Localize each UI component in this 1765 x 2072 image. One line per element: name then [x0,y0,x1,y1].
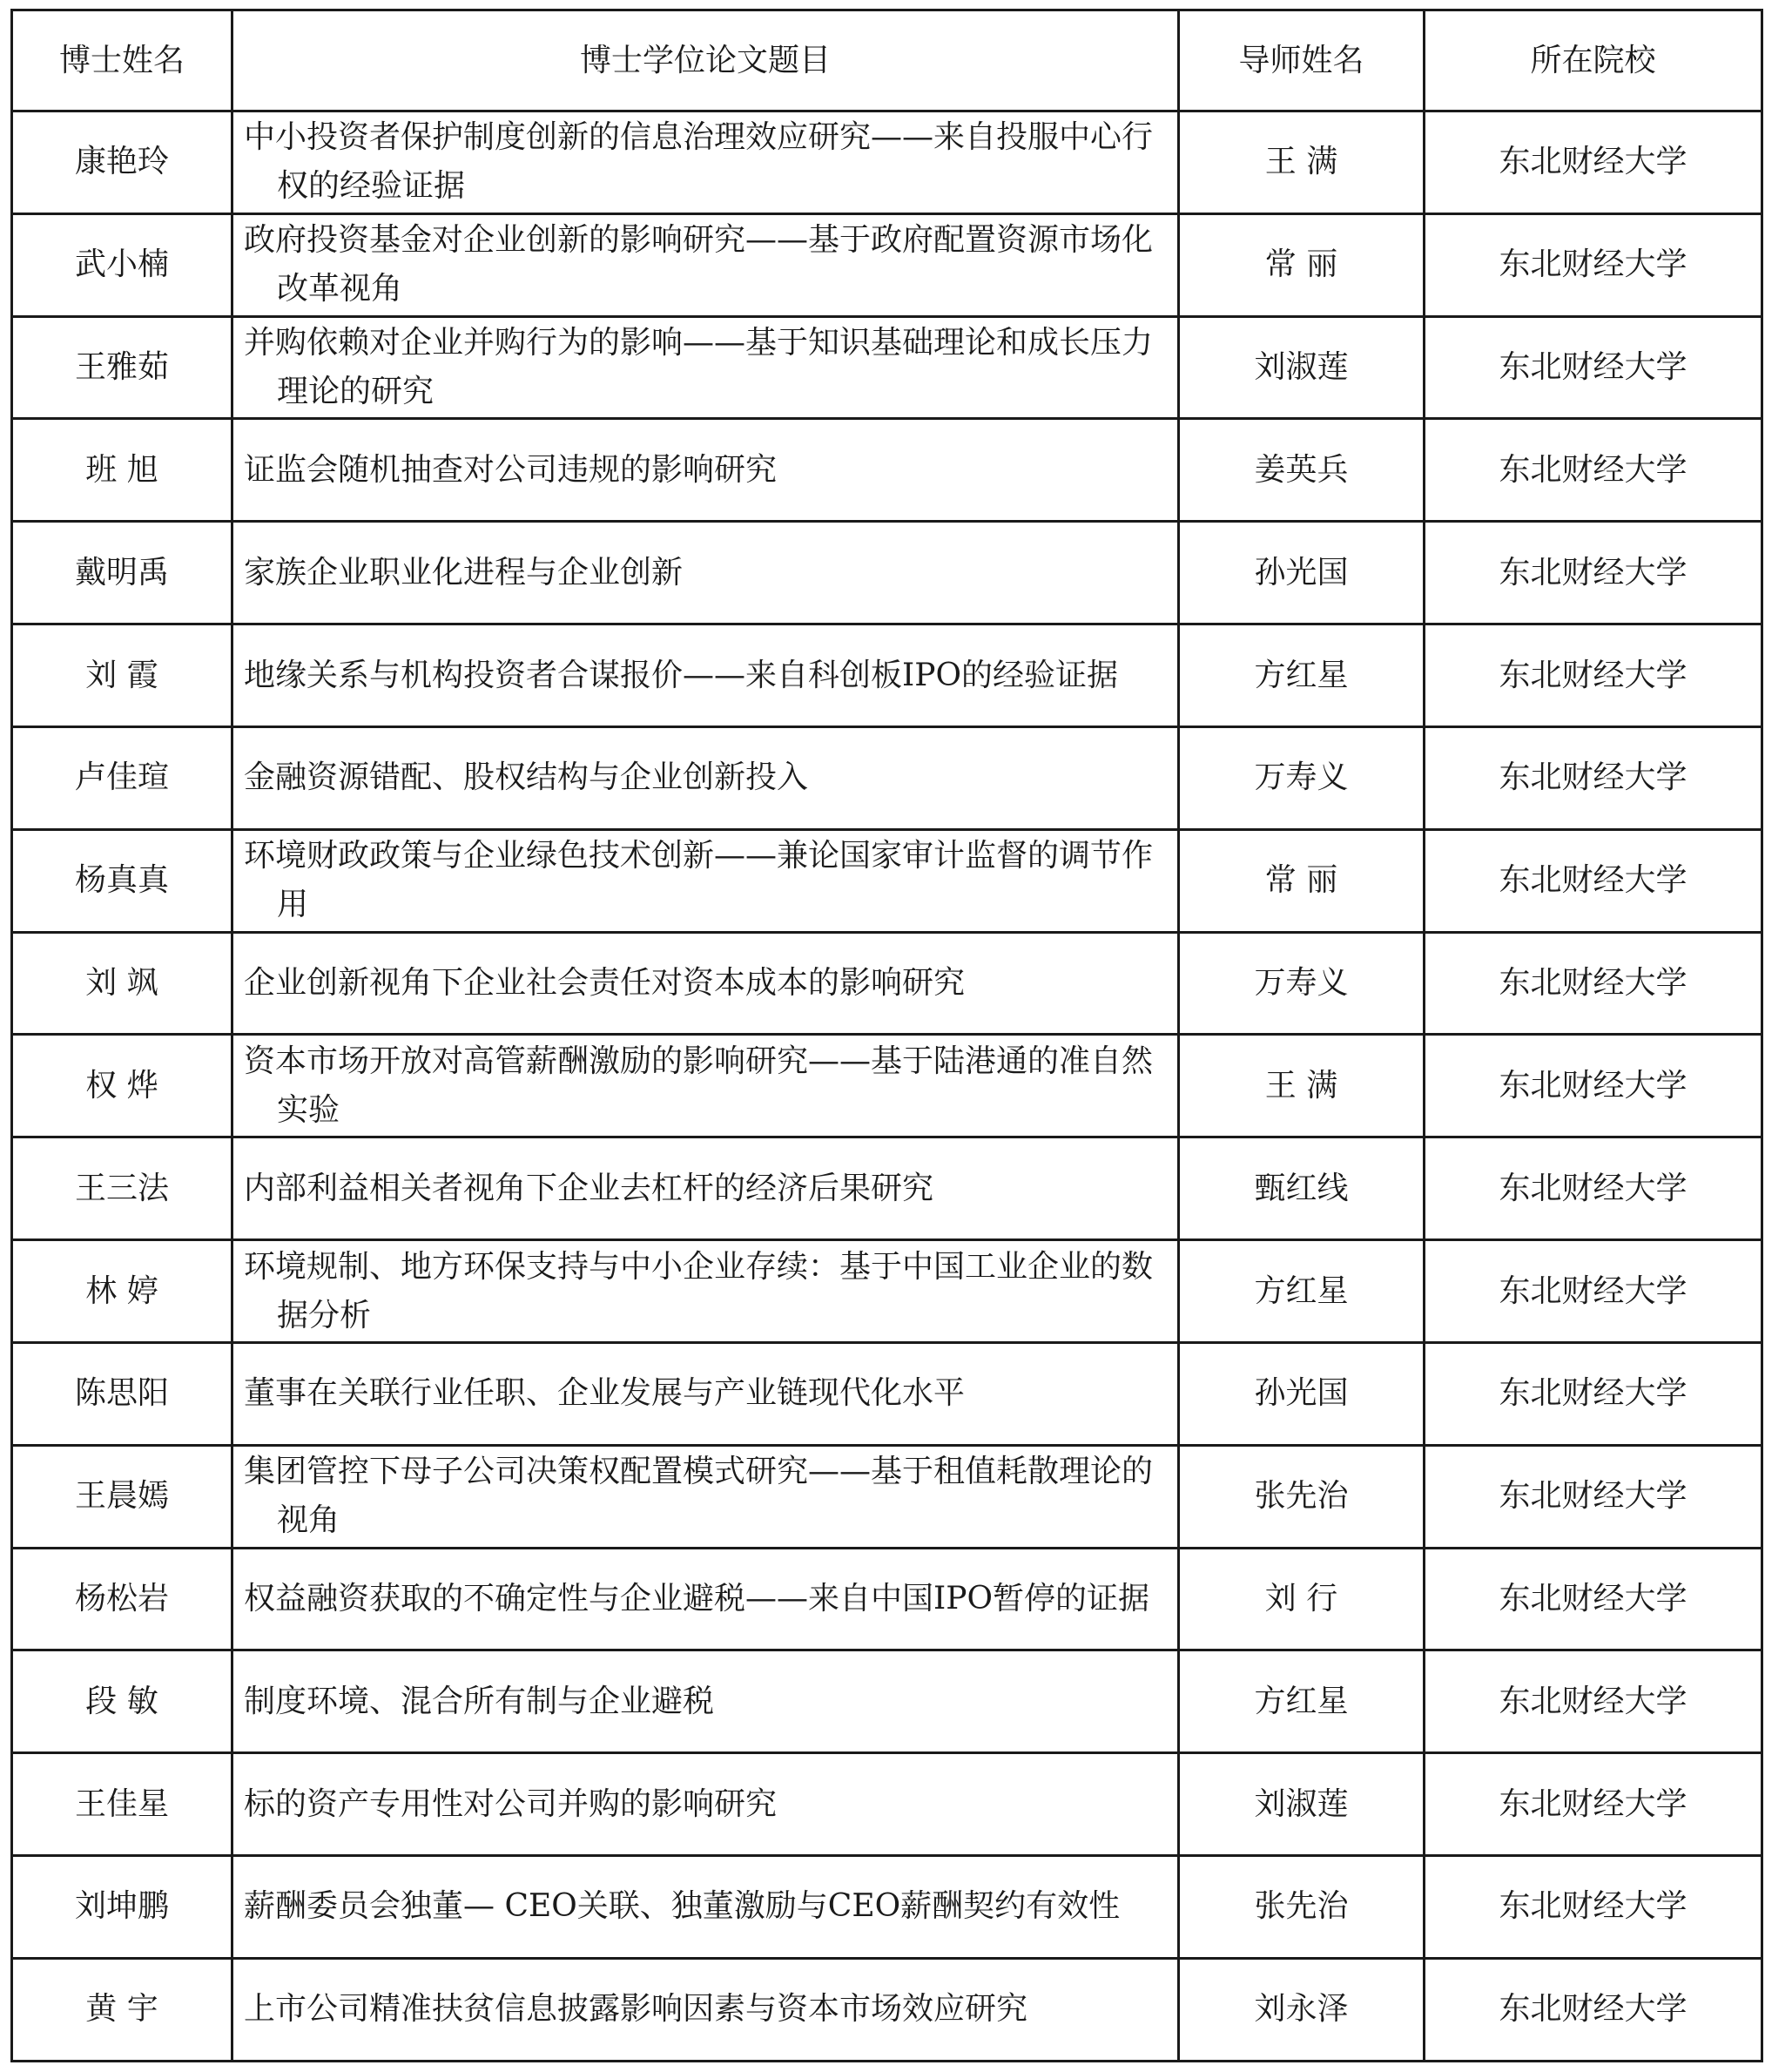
doctor-name-cell: 刘 飒 [12,932,232,1035]
thesis-title-text: 家族企业职业化进程与企业创新 [244,554,684,591]
advisor-name-cell: 常 丽 [1179,829,1425,932]
thesis-title-cell [232,829,1179,932]
university-cell: 东北财经大学 [1425,213,1762,316]
doctor-name-cell: 王佳星 [12,1753,232,1856]
university-cell: 东北财经大学 [1425,1445,1762,1548]
university-cell: 东北财经大学 [1425,1856,1762,1959]
table-row [12,1958,1762,2061]
thesis-title-text: 内部利益相关者视角下企业去杠杆的经济后果研究 [244,1170,934,1206]
thesis-title-cell [232,1445,1179,1548]
advisor-name-cell: 刘 行 [1179,1548,1425,1650]
thesis-title-cell [232,419,1179,522]
table-row [12,419,1762,522]
table-row [12,1753,1762,1856]
advisor-name-cell: 王 满 [1179,1035,1425,1137]
thesis-title-text: 上市公司精准扶贫信息披露影响因素与资本市场效应研究 [244,1991,1028,2028]
thesis-title-cell [232,316,1179,419]
doctor-name-cell: 王三法 [12,1137,232,1240]
thesis-title-cell [232,726,1179,829]
thesis-title-cell [232,1958,1179,2061]
thesis-title-cell [232,1650,1179,1753]
thesis-title-cell [232,1240,1179,1343]
thesis-title-cell [232,1137,1179,1240]
thesis-title-cell [232,1035,1179,1137]
thesis-title-text: 环境财政政策与企业绿色技术创新——兼论国家审计监督的调节作用 [244,838,1154,923]
thesis-table [10,9,1763,2062]
table-row [12,726,1762,829]
advisor-name-cell: 万寿义 [1179,726,1425,829]
thesis-title-text: 董事在关联行业任职、企业发展与产业链现代化水平 [244,1375,966,1412]
table-row [12,1548,1762,1650]
thesis-title-text: 环境规制、地方环保支持与中小企业存续：基于中国工业企业的数据分析 [244,1248,1154,1333]
table-row [12,1445,1762,1548]
university-cell: 东北财经大学 [1425,1753,1762,1856]
advisor-name-cell: 甄红线 [1179,1137,1425,1240]
table-row [12,829,1762,932]
doctor-name-cell: 权 烨 [12,1035,232,1137]
table-row [12,932,1762,1035]
table-row [12,624,1762,727]
table-row [12,1342,1762,1445]
thesis-title-text: 中小投资者保护制度创新的信息治理效应研究——来自投服中心行权的经验证据 [244,119,1154,205]
advisor-name-cell: 方红星 [1179,1240,1425,1343]
thesis-title-cell [232,1753,1179,1856]
table-row [12,1035,1762,1137]
university-cell: 东北财经大学 [1425,1035,1762,1137]
table-row [12,111,1762,214]
doctor-name-cell: 林 婷 [12,1240,232,1343]
table-row [12,522,1762,624]
doctor-name-cell: 刘坤鹏 [12,1856,232,1959]
thesis-title-cell [232,624,1179,727]
doctor-name-cell: 杨松岩 [12,1548,232,1650]
header-thesis-title: 博士学位论文题目 [232,10,1179,111]
university-cell: 东北财经大学 [1425,624,1762,727]
thesis-title-text: 标的资产专用性对公司并购的影响研究 [244,1785,778,1822]
university-cell: 东北财经大学 [1425,522,1762,624]
doctor-name-cell: 刘 霞 [12,624,232,727]
thesis-title-text: 证监会随机抽查对公司违规的影响研究 [244,451,778,488]
university-cell: 东北财经大学 [1425,419,1762,522]
thesis-title-text: 企业创新视角下企业社会责任对资本成本的影响研究 [244,965,966,1002]
advisor-name-cell: 孙光国 [1179,522,1425,624]
doctor-name-cell: 段 敏 [12,1650,232,1753]
university-cell: 东北财经大学 [1425,1240,1762,1343]
thesis-title-text: 地缘关系与机构投资者合谋报价——来自科创板IPO的经验证据 [244,657,1118,693]
thesis-title-text: 金融资源错配、股权结构与企业创新投入 [244,759,809,796]
advisor-name-cell: 刘永泽 [1179,1958,1425,2061]
thesis-title-cell [232,213,1179,316]
doctor-name-cell: 武小楠 [12,213,232,316]
doctor-name-cell: 黄 宇 [12,1958,232,2061]
thesis-title-cell [232,1856,1179,1959]
doctor-name-cell: 卢佳瑄 [12,726,232,829]
table-header-row [12,10,1762,111]
advisor-name-cell: 刘淑莲 [1179,316,1425,419]
advisor-name-cell: 张先治 [1179,1856,1425,1959]
university-cell: 东北财经大学 [1425,1650,1762,1753]
university-cell: 东北财经大学 [1425,316,1762,419]
advisor-name-cell: 姜英兵 [1179,419,1425,522]
thesis-title-text: 集团管控下母子公司决策权配置模式研究——基于租值耗散理论的视角 [244,1454,1154,1539]
doctor-name-cell: 陈思阳 [12,1342,232,1445]
doctor-name-cell: 康艳玲 [12,111,232,214]
thesis-title-text: 权益融资获取的不确定性与企业避税——来自中国IPO暂停的证据 [244,1581,1149,1616]
advisor-name-cell: 张先治 [1179,1445,1425,1548]
thesis-title-cell [232,1548,1179,1650]
header-university: 所在院校 [1425,10,1762,111]
advisor-name-cell: 王 满 [1179,111,1425,214]
university-cell: 东北财经大学 [1425,1342,1762,1445]
thesis-title-cell [232,111,1179,214]
thesis-title-text: 政府投资基金对企业创新的影响研究——基于政府配置资源市场化改革视角 [244,222,1154,307]
thesis-title-cell [232,522,1179,624]
table-row [12,316,1762,419]
header-doctor-name: 博士姓名 [12,10,232,111]
thesis-table-container [10,9,1761,2062]
table-row [12,1650,1762,1753]
advisor-name-cell: 方红星 [1179,1650,1425,1753]
doctor-name-cell: 杨真真 [12,829,232,932]
table-row [12,1137,1762,1240]
university-cell: 东北财经大学 [1425,1137,1762,1240]
doctor-name-cell: 班 旭 [12,419,232,522]
university-cell: 东北财经大学 [1425,726,1762,829]
advisor-name-cell: 万寿义 [1179,932,1425,1035]
doctor-name-cell: 王雅茹 [12,316,232,419]
advisor-name-cell: 刘淑莲 [1179,1753,1425,1856]
university-cell: 东北财经大学 [1425,1548,1762,1650]
table-row [12,213,1762,316]
header-advisor-name: 导师姓名 [1179,10,1425,111]
table-row [12,1240,1762,1343]
advisor-name-cell: 常 丽 [1179,213,1425,316]
advisor-name-cell: 孙光国 [1179,1342,1425,1445]
university-cell: 东北财经大学 [1425,1958,1762,2061]
thesis-title-text: 并购依赖对企业并购行为的影响——基于知识基础理论和成长压力理论的研究 [244,325,1154,410]
thesis-title-text: 制度环境、混合所有制与企业避税 [244,1683,715,1719]
university-cell: 东北财经大学 [1425,829,1762,932]
thesis-title-text: 薪酬委员会独董— CEO关联、独董激励与CEO薪酬契约有效性 [244,1888,1121,1925]
thesis-title-cell [232,1342,1179,1445]
doctor-name-cell: 戴明禹 [12,522,232,624]
table-row [12,1856,1762,1959]
university-cell: 东北财经大学 [1425,932,1762,1035]
doctor-name-cell: 王晨嫣 [12,1445,232,1548]
university-cell: 东北财经大学 [1425,111,1762,214]
thesis-title-text: 资本市场开放对高管薪酬激励的影响研究——基于陆港通的准自然实验 [244,1043,1154,1128]
advisor-name-cell: 方红星 [1179,624,1425,727]
thesis-title-cell [232,932,1179,1035]
